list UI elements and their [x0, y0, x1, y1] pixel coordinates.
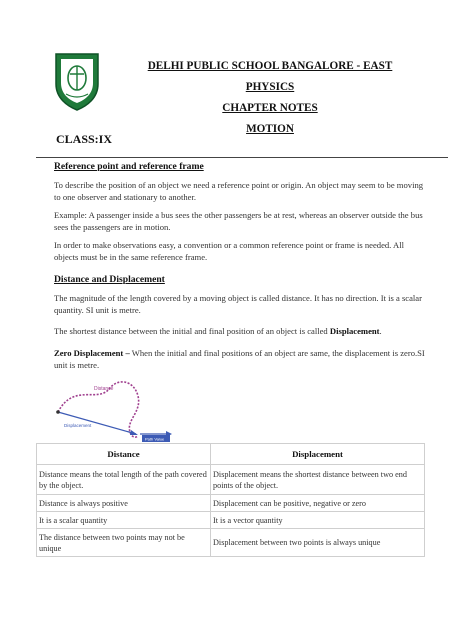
zero-displacement-paragraph [54, 347, 426, 371]
table-row [37, 529, 425, 557]
table-cell: Displacement means the shortest distance between two end points of the object. [211, 465, 425, 495]
school-name: DELHI PUBLIC SCHOOL BANGALORE - EAST [147, 60, 393, 72]
reference-paragraph-2: Example: A passenger inside a bus sees the other passengers be at rest, whereas an observer outside the bus sees the passengers are in motion. [54, 210, 423, 232]
reference-paragraph-3: In order to make observations easy, a convention or a common reference point or frame is needed. All objects must be in the same reference frame. [54, 240, 404, 262]
displacement-paragraph [54, 325, 426, 337]
document-header [120, 56, 420, 140]
table-cell: Displacement between two points is always unique [211, 529, 425, 557]
displacement-text: The shortest distance between the initial and final position of an object is called [54, 326, 330, 336]
subject-title: PHYSICS [245, 81, 295, 93]
notes-title: CHAPTER NOTES [222, 102, 318, 114]
table-row [37, 465, 425, 495]
chapter-title: MOTION [246, 123, 294, 135]
header-displacement: Displacement [211, 444, 425, 465]
class-label: CLASS:IX [56, 132, 113, 146]
zero-displacement-term: Zero Displacement – [54, 348, 130, 358]
section-title-reference: Reference point and reference frame [54, 161, 204, 172]
table-cell: Displacement can be positive, negative or zero [211, 495, 425, 512]
table-cell: Distance is always positive [37, 495, 211, 512]
table-cell: It is a vector quantity [211, 512, 425, 529]
school-crest-logo [52, 50, 102, 112]
reference-paragraph-1: To describe the position of an object we need a reference point or origin. An object may seem to be moving to one observer and stationary to another. [54, 180, 424, 202]
zero-displacement-text: When the initial and final positions of an object are same, the displacement is zero.SI unit is metre. [54, 348, 425, 370]
distance-label: Distance [94, 386, 114, 392]
table-cell: The distance between two points may not be unique [37, 529, 211, 557]
displacement-period: . [379, 326, 382, 336]
table-cell: It is a scalar quantity [37, 512, 211, 529]
distance-displacement-diagram [54, 378, 174, 442]
table-row [37, 495, 425, 512]
header-divider [36, 157, 448, 158]
displacement-term: Displacement [329, 326, 380, 336]
table-cell: Distance means the total length of the path covered by the object. [37, 465, 211, 495]
distance-paragraph-1: The magnitude of the length covered by a moving object is called distance. It has no direction. It is a scalar quantity. SI unit is metre. [54, 293, 422, 315]
path-value-label: Path Value [145, 436, 165, 442]
table-header-row [37, 444, 425, 465]
header-distance: Distance [37, 444, 211, 465]
displacement-label: Displacement [64, 423, 92, 428]
table-row [37, 512, 425, 529]
section-title-distance: Distance and Displacement [54, 274, 165, 285]
comparison-table [36, 443, 425, 557]
